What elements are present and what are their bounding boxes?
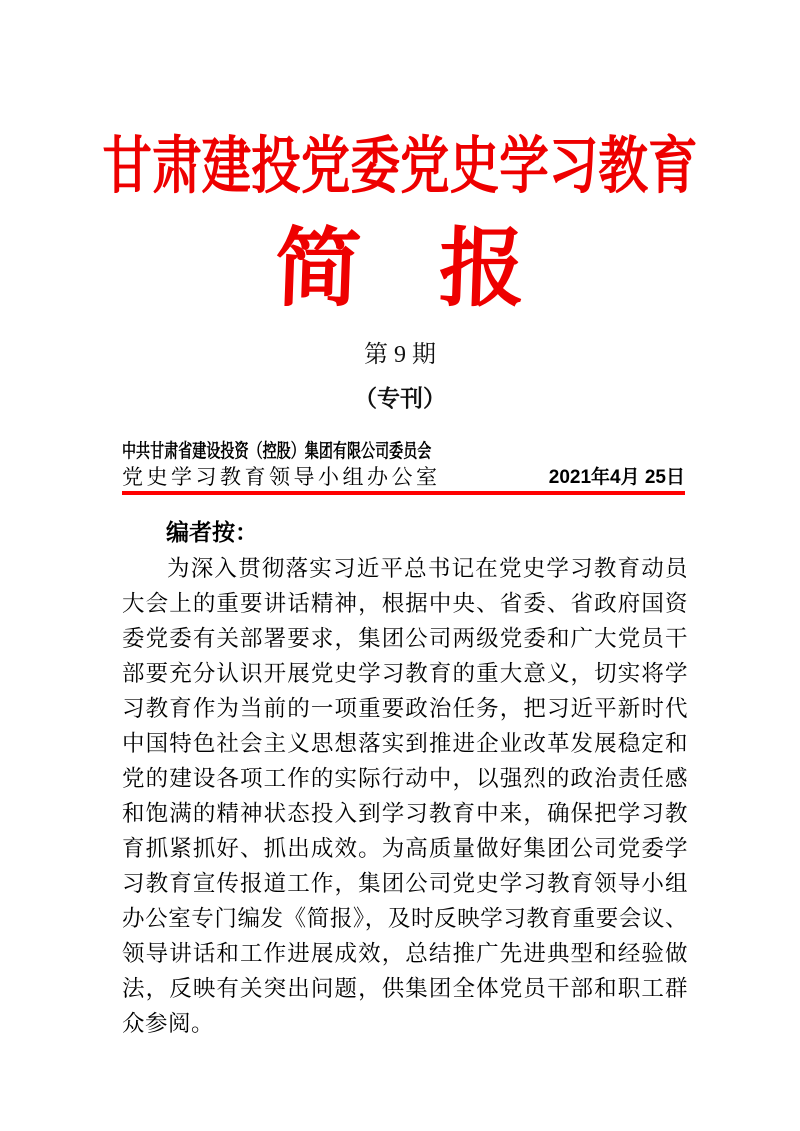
issuing-committee-name: 中共甘肃省建设投资（控股）集团有限公司委员会	[122, 441, 432, 462]
masthead-char-bao: 报	[437, 221, 527, 317]
masthead-jianbao	[0, 221, 800, 317]
body-block	[122, 514, 688, 1041]
special-edition-label: （专刊）	[354, 385, 446, 411]
masthead-title: 甘肃建投党委党史学习教育	[102, 132, 698, 201]
editor-note-paragraph: 为深入贯彻落实习近平总书记在党史学习教育动员大会上的重要讲话精神，根据中央、省委、省政府国资委党委有关部署要求，集团公司两级党委和广大党员干部要充分认识开展党史学习教育的重大意义，切实将学习教育作为当前的一项重要政治任务，把习近平新时代中国特色社会主义思想落实到推进企业改革发展稳定和党的建设各项工作的实际行动中，以强烈的政治责任感和饱满的精神状态投入到学习教育中来，确保把学习教育抓紧抓好、抓出成效。为高质量做好集团公司党委学习教育宣传报道工作，集团公司党史学习教育领导小组办公室专门编发《简报》，及时反映学习教育重要会议、领导讲话和工作进展成效，总结推广先进典型和经验做法，反映有关突出问题，供集团全体党员干部和职工群众参阅。	[122, 556, 688, 1036]
issue-number: 第 9 期	[364, 342, 436, 368]
red-divider-rule	[122, 491, 685, 495]
editor-note-label: 编者按：	[166, 519, 258, 545]
issuing-office-name: 党史学习教育领导小组办公室	[122, 465, 441, 489]
masthead-char-jian: 简	[273, 221, 363, 317]
issue-date: 2021年4月 25日	[548, 467, 685, 488]
